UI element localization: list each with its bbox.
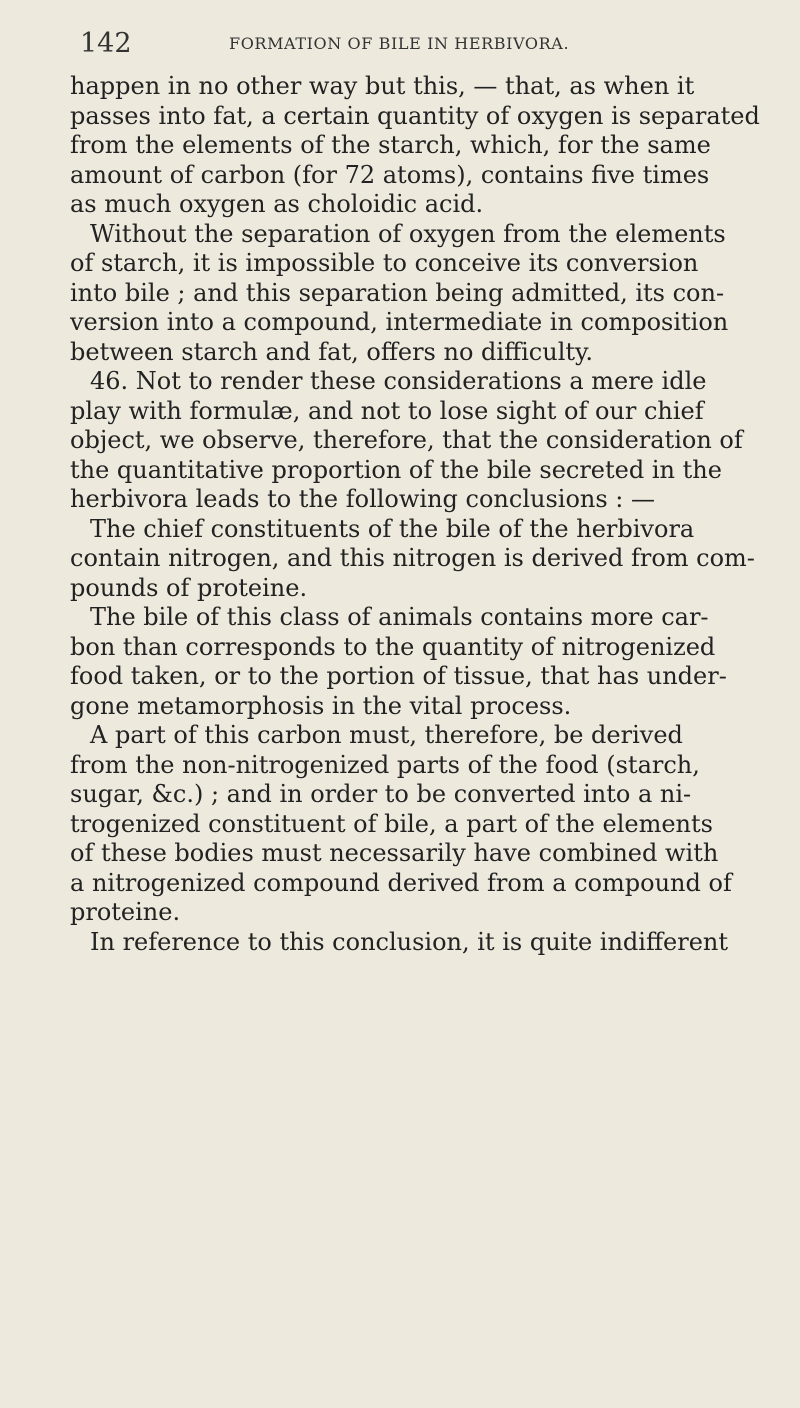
text-line: contain nitrogen, and this nitrogen is derived from com-	[70, 544, 755, 572]
text-line: pounds of proteine.	[70, 573, 308, 602]
text-line: proteine.	[70, 898, 181, 926]
text-line: The chief constituents of the bile of the herbivora	[90, 514, 695, 543]
text-line: between starch and fat, offers no difficulty.	[70, 337, 594, 366]
text-line: a nitrogenized compound derived from a compound of	[70, 868, 732, 897]
running-head: FORMATION OF BILE IN HERBIVORA.	[229, 34, 570, 53]
text-line: passes into fat, a certain quantity of oxygen is separated	[70, 101, 760, 130]
text-line: into bile ; and this separation being admitted, its con-	[70, 278, 725, 307]
text-line: A part of this carbon must, therefore, be derived	[90, 721, 683, 749]
text-line: amount of carbon (for 72 atoms), contains five times	[70, 160, 710, 189]
text-line: herbivora leads to the following conclusions : —	[70, 485, 656, 513]
text-line: Without the separation of oxygen from the elements	[90, 219, 726, 248]
body-text	[70, 72, 760, 957]
text-line: of starch, it is impossible to conceive its conversion	[70, 249, 699, 277]
text-line: bon than corresponds to the quantity of nitrogenized	[70, 632, 716, 661]
text-line: from the elements of the starch, which, for the same	[70, 131, 711, 159]
page-number: 142	[80, 28, 132, 59]
text-line: the quantitative proportion of the bile secreted in the	[70, 455, 722, 484]
text-line: from the non-nitrogenized parts of the food (starch,	[70, 750, 700, 779]
text-line: play with formulæ, and not to lose sight of our chief	[70, 396, 704, 425]
text-line: happen in no other way but this, — that, as when it	[70, 72, 695, 100]
text-line: of these bodies must necessarily have combined with	[70, 839, 719, 867]
text-line: The bile of this class of animals contains more car-	[90, 603, 709, 631]
text-line: food taken, or to the portion of tissue, that has under-	[70, 662, 727, 690]
text-line: sugar, &c.) ; and in order to be converted into a ni-	[70, 780, 692, 808]
text-line: In reference to this conclusion, it is quite indifferent	[90, 927, 729, 956]
page-header	[72, 28, 722, 68]
text-line: gone metamorphosis in the vital process.	[70, 691, 572, 720]
text-line: 46. Not to render these considerations a mere idle	[90, 367, 707, 395]
text-line: as much oxygen as choloidic acid.	[70, 190, 484, 218]
text-line: trogenized constituent of bile, a part of the elements	[70, 809, 713, 838]
text-line: object, we observe, therefore, that the consideration of	[70, 426, 743, 454]
text-line: version into a compound, intermediate in composition	[70, 308, 729, 336]
